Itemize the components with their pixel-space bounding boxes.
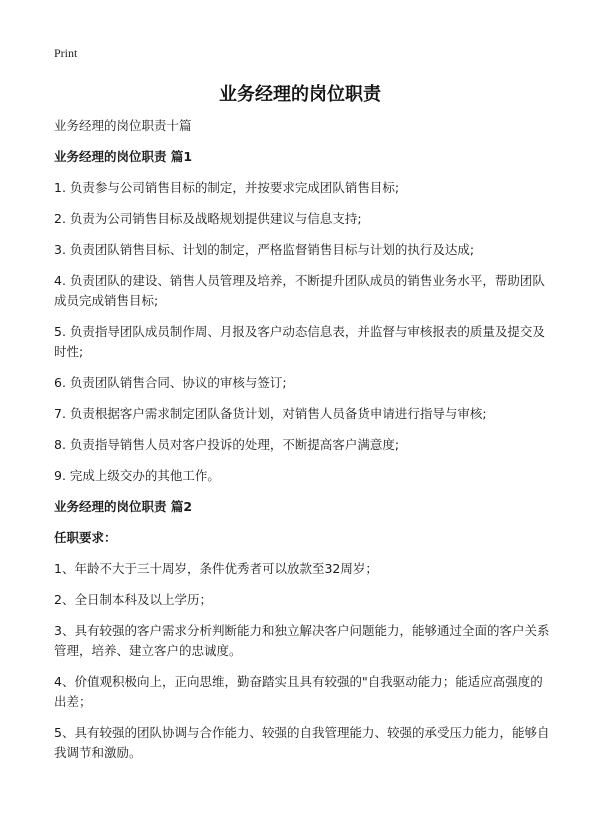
section-2-item: 2、全日制本科及以上学历； [54, 592, 212, 607]
print-label: Print [54, 46, 78, 60]
section-1-item: 9. 完成上级交办的其他工作。 [54, 468, 220, 483]
requirements-heading: 任职要求： [54, 530, 117, 545]
section-2-item: 3、具有较强的客户需求分析判断能力和独立解决客户问题能力，能够通过全面的客户关系管理，培养、建立客户的忠诚度。 [54, 623, 550, 658]
section-1-item: 5. 负责指导团队成员制作周、月报及客户动态信息表，并监督与审核报表的质量及提交及时性; [54, 324, 545, 359]
section-2-item: 5、具有较强的团队协调与合作能力、较强的自我管理能力、较强的承受压力能力，能够自我调节和激励。 [54, 725, 550, 760]
section-1-item: 1. 负责参与公司销售目标的制定，并按要求完成团队销售目标; [54, 180, 400, 195]
section-1-item: 7. 负责根据客户需求制定团队备货计划，对销售人员备货申请进行指导与审核; [54, 406, 487, 421]
section-1-item: 6. 负责团队销售合同、协议的审核与签订; [54, 375, 287, 390]
section-2-item: 4、价值观积极向上，正向思维，勤奋踏实且具有较强的"自我驱动能力；能适应高强度的出差； [54, 674, 543, 709]
section-1-item: 2. 负责为公司销售目标及战略规划提供建议与信息支持; [54, 211, 362, 226]
document-title: 业务经理的岗位职责 [219, 84, 381, 105]
section-1-item: 8. 负责指导销售人员对客户投诉的处理，不断提高客户满意度; [54, 437, 400, 452]
document-subtitle: 业务经理的岗位职责十篇 [54, 118, 192, 133]
section-1-item: 4. 负责团队的建设、销售人员管理及培养，不断提升团队成员的销售业务水平，帮助团队成员完成销售目标; [54, 273, 545, 308]
section-1-item: 3. 负责团队销售目标、计划的制定，严格监督销售目标与计划的执行及达成; [54, 242, 475, 257]
section-1-heading: 业务经理的岗位职责 篇1 [54, 149, 193, 164]
section-2-item: 1、年龄不大于三十周岁，条件优秀者可以放款至32周岁； [54, 561, 378, 576]
document-body [54, 116, 554, 774]
section-2-heading: 业务经理的岗位职责 篇2 [54, 499, 193, 514]
